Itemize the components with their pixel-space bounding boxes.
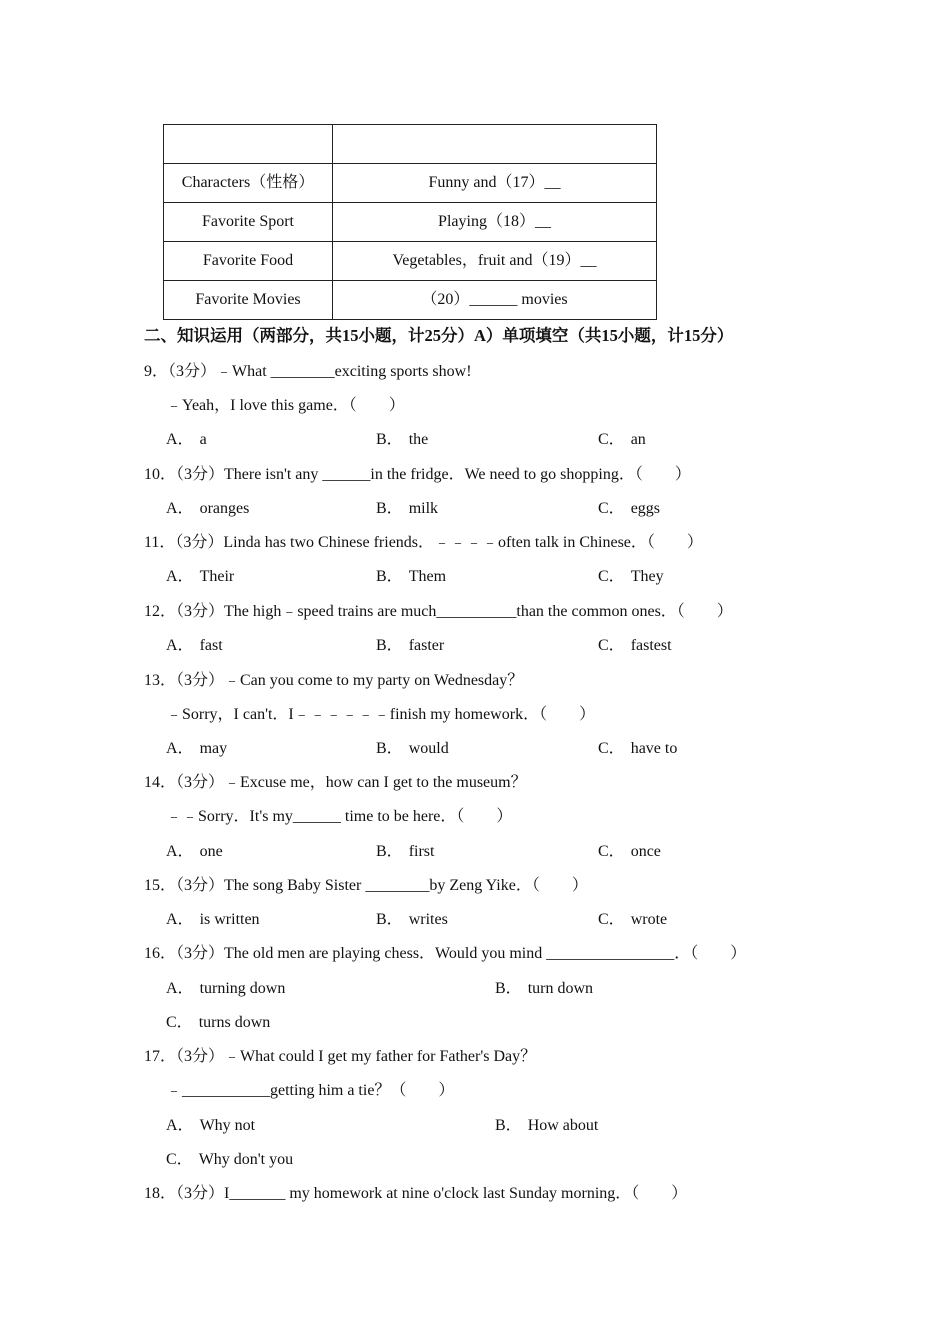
question-9-option-b[interactable]: [376, 426, 428, 449]
option-letter: A．: [166, 500, 194, 517]
option-text: once: [630, 843, 661, 860]
option-letter: C．: [598, 431, 625, 448]
question-17-stem: 17．（3分）﹣What could I get my father for Father's Day？: [144, 1048, 537, 1065]
option-text: faster: [408, 637, 445, 654]
option-text: first: [408, 843, 435, 860]
question-14-sub: ﹣﹣Sorry．It's my______ time to be here．（ ）: [166, 808, 513, 825]
table-row: [164, 281, 657, 320]
question-14-stem: 14．（3分）﹣Excuse me，how can I get to the museum？: [144, 774, 527, 791]
option-text: Their: [199, 568, 235, 585]
table-cell-value: Vegetables，fruit and（19）__: [333, 242, 657, 281]
option-letter: B．: [376, 637, 403, 654]
option-letter: A．: [166, 637, 194, 654]
option-text: fastest: [630, 637, 672, 654]
question-9-option-a[interactable]: [166, 426, 207, 449]
table-cell-label: Characters（性格）: [164, 164, 333, 203]
option-letter: A．: [166, 740, 194, 757]
question-14-option-a[interactable]: [166, 838, 223, 861]
option-letter: B．: [376, 500, 403, 517]
question-12-option-c[interactable]: [598, 632, 672, 655]
option-letter: A．: [166, 911, 194, 928]
question-17-sub: ﹣___________getting him a tie？（ ）: [166, 1082, 455, 1099]
question-11-option-b[interactable]: [376, 563, 446, 586]
question-13-option-c[interactable]: [598, 735, 677, 758]
question-11-option-a[interactable]: [166, 563, 234, 586]
option-letter: B．: [495, 1117, 522, 1134]
option-text: fast: [199, 637, 223, 654]
question-9-sub: ﹣Yeah，I love this game．（ ）: [166, 397, 405, 414]
question-13-option-a[interactable]: [166, 735, 227, 758]
option-text: Why not: [199, 1117, 256, 1134]
question-16-option-a[interactable]: [166, 975, 285, 998]
question-9-option-c[interactable]: [598, 426, 646, 449]
question-18-stem: 18．（3分）I_______ my homework at nine o'clock last Sunday morning．（ ）: [144, 1185, 688, 1202]
question-10-option-a[interactable]: [166, 495, 249, 518]
option-text: turning down: [199, 980, 286, 997]
option-text: is written: [199, 911, 260, 928]
option-text: milk: [408, 500, 439, 517]
table-row: [164, 203, 657, 242]
question-12-stem: 12．（3分）The high﹣speed trains are much__________than the common ones．（ ）: [144, 603, 733, 620]
option-letter: B．: [376, 843, 403, 860]
table-row: [164, 164, 657, 203]
option-letter: B．: [376, 911, 403, 928]
table-cell-value: [333, 125, 657, 164]
section-heading: 二、知识运用（两部分，共15小题，计25分）A）单项填空（共15小题，计15分）: [144, 326, 734, 345]
table-row: [164, 242, 657, 281]
option-letter: A．: [166, 431, 194, 448]
question-15-option-c[interactable]: [598, 906, 667, 929]
table-cell-value: Funny and（17）__: [333, 164, 657, 203]
option-letter: C．: [598, 500, 625, 517]
question-13-option-b[interactable]: [376, 735, 449, 758]
option-letter: A．: [166, 568, 194, 585]
question-13-stem: 13．（3分）﹣Can you come to my party on Wednesday？: [144, 672, 524, 689]
question-14-option-b[interactable]: [376, 838, 434, 861]
option-text: an: [630, 431, 646, 448]
option-letter: C．: [598, 740, 625, 757]
question-13-sub: ﹣Sorry，I can't．I﹣﹣﹣﹣﹣﹣finish my homework．（ ）: [166, 706, 596, 723]
table-cell-label: Favorite Movies: [164, 281, 333, 320]
option-letter: B．: [376, 568, 403, 585]
question-17-option-a[interactable]: [166, 1112, 255, 1135]
question-10-option-b[interactable]: [376, 495, 438, 518]
option-letter: C．: [598, 911, 625, 928]
option-text: the: [408, 431, 429, 448]
question-15-option-b[interactable]: [376, 906, 448, 929]
question-17-option-b[interactable]: [495, 1112, 598, 1135]
option-text: oranges: [199, 500, 250, 517]
option-letter: A．: [166, 1117, 194, 1134]
option-text: eggs: [630, 500, 661, 517]
option-text: turn down: [527, 980, 594, 997]
option-text: have to: [630, 740, 678, 757]
question-12-option-a[interactable]: [166, 632, 223, 655]
option-text: a: [199, 431, 207, 448]
question-15-stem: 15．（3分）The song Baby Sister ________by Zeng Yike．（ ）: [144, 877, 588, 894]
option-text: Them: [408, 568, 447, 585]
option-letter: C．: [166, 1151, 193, 1168]
question-17-option-c[interactable]: [166, 1146, 293, 1169]
option-letter: C．: [598, 568, 625, 585]
option-text: How about: [527, 1117, 599, 1134]
option-text: writes: [408, 911, 448, 928]
option-letter: C．: [166, 1014, 193, 1031]
option-text: would: [408, 740, 449, 757]
table-cell-label: Favorite Food: [164, 242, 333, 281]
question-10-stem: 10．（3分）There isn't any ______in the fridge．We need to go shopping．（ ）: [144, 466, 691, 483]
question-16-option-c[interactable]: [166, 1009, 270, 1032]
option-text: wrote: [630, 911, 668, 928]
table-cell-value: Playing（18）__: [333, 203, 657, 242]
question-9-stem: 9．（3分）﹣What ________exciting sports show!: [144, 363, 472, 380]
table-cell-label: [164, 125, 333, 164]
question-15-option-a[interactable]: [166, 906, 260, 929]
table-cell-label: Favorite Sport: [164, 203, 333, 242]
option-text: may: [199, 740, 228, 757]
option-letter: B．: [376, 431, 403, 448]
option-text: They: [630, 568, 664, 585]
question-10-option-c[interactable]: [598, 495, 660, 518]
table-row: [164, 125, 657, 164]
question-14-option-c[interactable]: [598, 838, 661, 861]
question-16-option-b[interactable]: [495, 975, 593, 998]
question-11-option-c[interactable]: [598, 563, 664, 586]
option-text: one: [199, 843, 223, 860]
option-letter: B．: [376, 740, 403, 757]
table-cell-value: （20）______ movies: [333, 281, 657, 320]
question-16-stem: 16．（3分）The old men are playing chess．Would you mind ________________．（ ）: [144, 945, 747, 962]
question-12-option-b[interactable]: [376, 632, 444, 655]
option-text: Why don't you: [198, 1151, 294, 1168]
option-letter: C．: [598, 843, 625, 860]
option-letter: A．: [166, 980, 194, 997]
option-text: turns down: [198, 1014, 271, 1031]
info-table: [163, 124, 657, 320]
option-letter: B．: [495, 980, 522, 997]
option-letter: C．: [598, 637, 625, 654]
question-11-stem: 11．（3分）Linda has two Chinese friends．﹣﹣﹣﹣often talk in Chinese．（ ）: [144, 534, 703, 551]
option-letter: A．: [166, 843, 194, 860]
